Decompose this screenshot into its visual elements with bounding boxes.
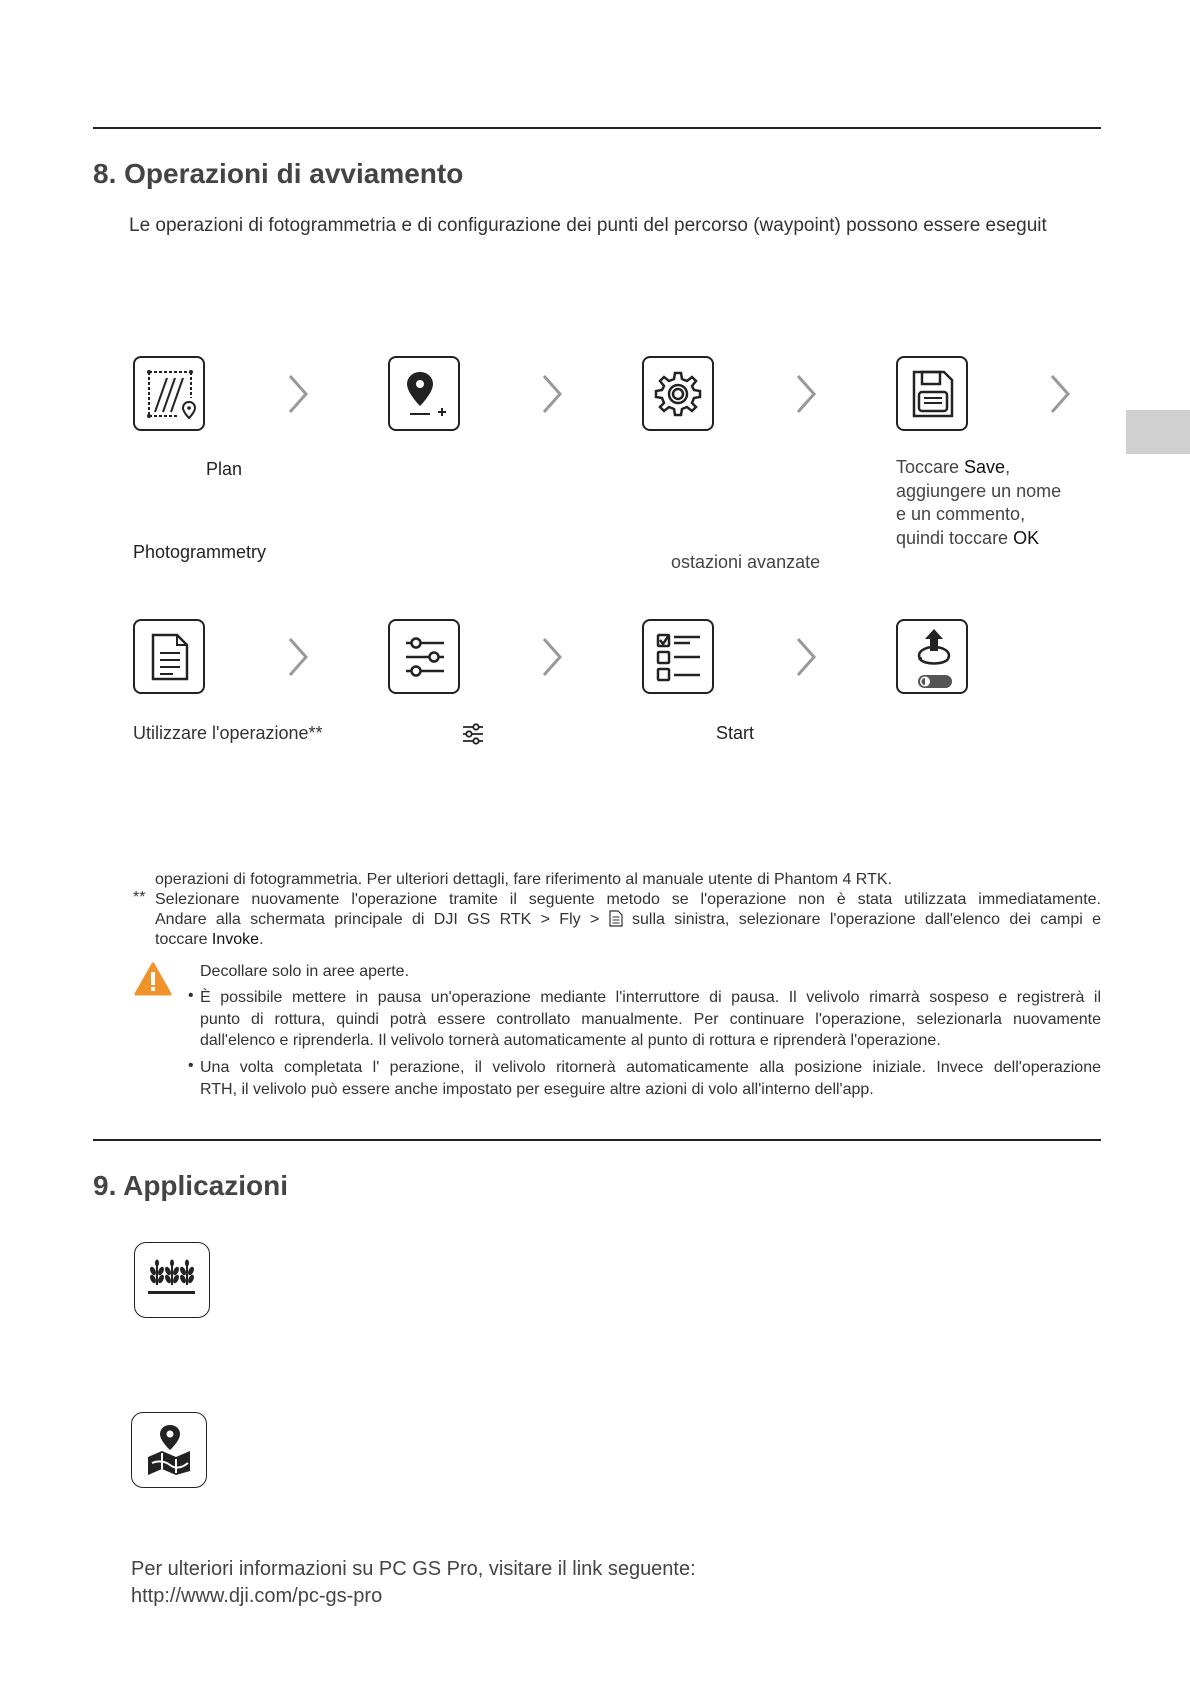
step-advanced-settings-label: ostazioni avanzate <box>671 552 821 572</box>
add-waypoint-icon <box>388 356 460 431</box>
document-icon <box>133 619 205 694</box>
note-line-2: Selezionare nuovamente l'operazione tramite il seguente metodo se l'operazione non è stata utilizzata immediatamente. <box>155 891 1101 908</box>
step-use-operation-label: Utilizzare l'operazione** <box>133 723 323 743</box>
note-line-1: operazioni di fotogrammetria. Per ulteriori dettagli, fare riferimento al manuale utente di Phantom 4 RTK. <box>155 871 892 888</box>
footer-text: Per ulteriori informazioni su PC GS Pro, visitare il link seguente: <box>131 1558 696 1580</box>
warning-b1-line-2: punto di rottura, quindi potrà essere controllato manualmente. Per continuare l'operazione, selezionarla nuovamente <box>200 1011 1101 1028</box>
section-8-title: 8. Operazioni di avviamento <box>93 158 464 189</box>
chevron-right-icon <box>1048 372 1072 416</box>
bullet: • <box>188 987 194 1004</box>
side-tab <box>1126 410 1190 454</box>
note-asterisks: ** <box>133 889 146 906</box>
plan-area-icon <box>133 356 205 431</box>
chevron-right-icon <box>794 372 818 416</box>
section-8-intro: Le operazioni di fotogrammetria e di configurazione dei punti del percorso (waypoint) possono essere eseguit <box>129 215 1047 236</box>
step-save-instructions: Toccare Save, aggiungere un nome e un commento, quindi toccare OK <box>896 457 1062 548</box>
top-rule <box>93 127 1101 129</box>
sliders-icon <box>462 722 484 746</box>
section-rule <box>93 1139 1101 1141</box>
chevron-right-icon <box>286 635 310 679</box>
takeoff-upload-icon <box>896 619 968 694</box>
agriculture-icon <box>134 1242 210 1318</box>
warning-b1-line-1: È possibile mettere in pausa un'operazione mediante l'interruttore di pausa. Il velivolo rimarrà sospeso e registrerà il <box>200 989 1101 1006</box>
surveying-map-icon <box>131 1412 207 1488</box>
warning-b2-line-1: Una volta completata l' perazione, il velivolo ritornerà automaticamente alla posizione iniziale. Invece dell'operazione <box>200 1059 1101 1076</box>
chevron-right-icon <box>540 635 564 679</box>
document-icon <box>609 910 623 927</box>
footer-link[interactable]: http://www.dji.com/pc-gs-pro <box>131 1585 383 1607</box>
chevron-right-icon <box>540 372 564 416</box>
sliders-icon <box>388 619 460 694</box>
save-icon <box>896 356 968 431</box>
step-plan-label: Plan <box>206 459 243 479</box>
section-9-title: 9. Applicazioni <box>93 1170 288 1201</box>
chevron-right-icon <box>286 372 310 416</box>
bullet: • <box>188 1057 194 1074</box>
checklist-icon <box>642 619 714 694</box>
note-line-3: Andare alla schermata principale di DJI GS RTK > Fly > sulla sinistra, selezionare l'operazione dall'elenco dei campi e <box>155 911 1102 928</box>
step-start-label: Start <box>716 723 755 743</box>
gear-icon <box>642 356 714 431</box>
step-photogrammetry-label: Photogrammetry <box>133 542 267 562</box>
warning-b1-line-3: dall'elenco e riprenderla. Il velivolo tornerà automaticamente al punto di rottura e riprenderà l'operazione. <box>200 1032 941 1049</box>
chevron-right-icon <box>794 635 818 679</box>
warning-line-0: Decollare solo in aree aperte. <box>200 963 410 980</box>
note-line-4: toccare Invoke. <box>155 931 264 948</box>
warning-icon <box>134 962 172 996</box>
warning-b2-line-2: RTH, il velivolo può essere anche impostato per eseguire altre azioni di volo all'interno dell'app. <box>200 1081 874 1098</box>
